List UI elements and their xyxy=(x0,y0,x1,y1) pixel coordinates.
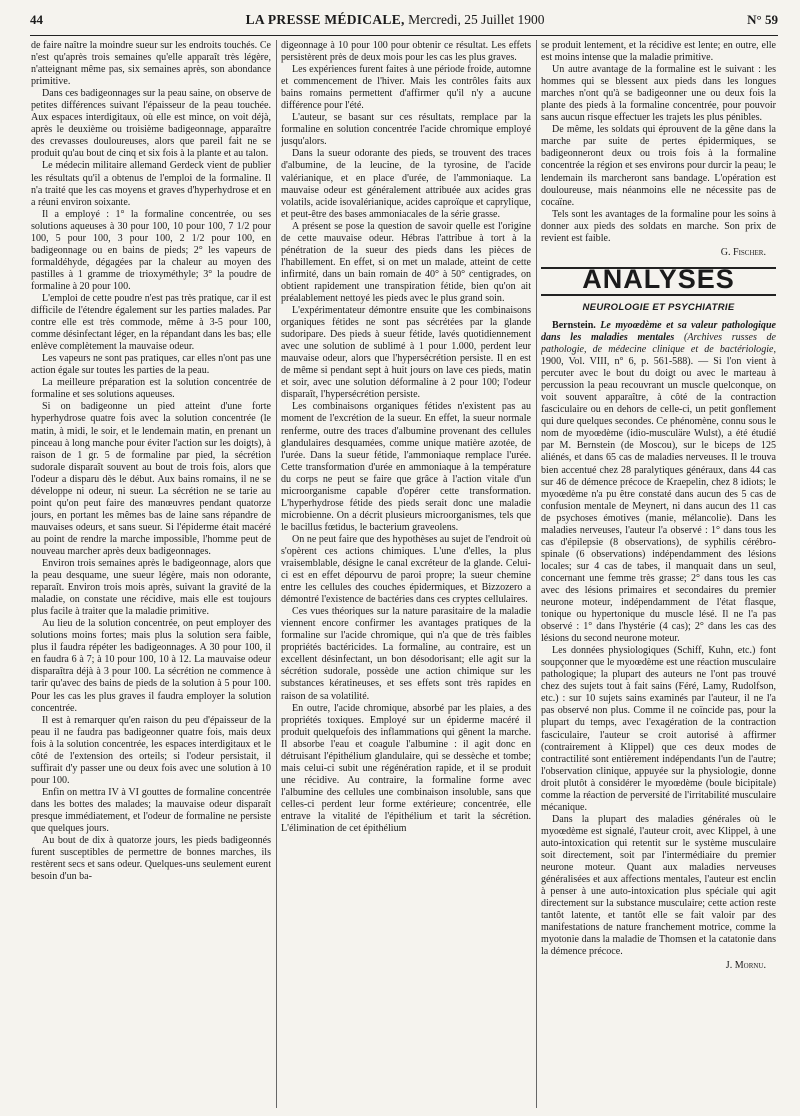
review-paragraph: Dans la plupart des maladies générales où le myoœdème est signalé, l'auteur croit, avec Klippel, à une auto-intoxication qui retentit sur le système musculaire soit directement, soit par l'intermédiaire du premier neurone moteur. Quant aux maladies nerveuses généralisées et aux affections mentales, l'auteur est enclin à penser à une auto-intoxication plus spéciale qui agit directement sur la substance musculaire; cette action reste tantôt latente, et tantôt elle se fait valoir par des manifestations de nature franchement motrice, comme la myotonie dans la maladie de Thomsen et la catatonie dans la démence précoce. xyxy=(541,813,776,958)
paragraph: de faire naître la moindre sueur sur les endroits touchés. Ce n'est qu'après trois semaines qu'elle apparaît très légère, n'atteignant même pas, six semaines après, son abondance primitive. xyxy=(31,40,271,88)
paragraph: On ne peut faire que des hypothèses au sujet de l'endroit où s'opèrent ces actions chimiques. L'une d'elles, la plus vraisemblable, désigne le canal excréteur de la glande. Celui-ci est en effet dépourvu de paroi propre; la sueur chemine entre les cellules des couches épidermiques, et Bizzozero a démontré l'existence de bactéries dans ces cryptes cellulaires. xyxy=(281,533,531,606)
paragraph: Enfin on mettra IV à VI gouttes de formaline concentrée dans les bottes des malades; la mauvaise odeur disparaît presque immédiatement, et l'odeur de formaline ne persiste que quelques jours. xyxy=(31,786,271,835)
paragraph: Les combinaisons organiques fétides n'existent pas au moment de l'excrétion de la sueur. En effet, la sueur normale renferme, outre des traces d'albumine provenant des cellules glandulaires desquamées, comme unique matière azotée, de l'urée. Dans la sueur fétide, l'ammoniaque remplace l'urée. Cette transformation d'urée en ammoniaque à la température du corps ne peut se faire que grâce à l'action vitale d'un microorganisme capable d'opérer cette transformation. L'hyperhydrose fétide des pieds serait donc une maladie microbienne. On a décrit plusieurs microorganismes, tels que le bacillus fœtidus, le bacterium graveolens. xyxy=(281,401,531,533)
paragraph: A présent se pose la question de savoir quelle est l'origine de cette mauvaise odeur. Hébras l'attribue à tort à la pénétration de la sueur des pieds dans les pièces de l'habillement. En effet, si on met un malade, atteint de cette infirmité, dans un bain romain de 40° à 50° centigrades, on obtient rapidement une transpiration fétide, bien qu'on ait préalablement nettoyé les pieds avec le plus grand soin. xyxy=(281,220,531,304)
paragraph: Dans ces badigeonnages sur la peau saine, on observe de petites différences suivant l'épaisseur de la peau touchée. Aux espaces interdigitaux, où elle est mince, on voit déjà, après le deuxième ou troisième badigeonnage, apparaître des crevasses douloureuses, alors que pareil fait ne se produit qu'au bout de cinq et six fois à la plante et au talon. xyxy=(31,88,271,160)
review-author: Bernstein. xyxy=(552,319,596,331)
paragraph: L'auteur, se basant sur ces résultats, remplace par la formaline en solution concentrée l'acide chromique employé jusqu'alors. xyxy=(281,112,531,148)
article-signature: G. Fischer. xyxy=(720,246,766,258)
paragraph: Si on badigeonne un pied atteint d'une forte hyperhydrose quatre fois avec la solution concentrée (le matin, à midi, le soir, et le lendemain matin, en prenant un pinceau à long manche pour éviter l'action sur les doigts), à raison de 1 gr. 5 de formaline par pied, la sécrétion sudorale disparaît souvent au bout de trois fois, alors que l'odeur a disparu dès le début. Aux bains romains, il ne se développe ni odeur, ni sueur. La sécrétion ne se tarie au point qu'on peut faire des manœuvres pendant quatorze jours, en portant les mêmes bas de laine sans répandre de mauvaises odeurs, et sans sueur. Si l'épiderme était macéré au point de rendre la marche impossible, l'homme peut de nouveau marcher après deux badigeonnages. xyxy=(31,401,271,557)
paragraph: Les expériences furent faites à une période froide, automne et commencement de l'hiver. Mais les contrôles faits aux bains romains permettent d'affirmer qu'il n'y a aucune différence pour l'été. xyxy=(281,64,531,112)
analyses-heading xyxy=(541,263,776,296)
review-reference: 1900, Vol. VIII, n° 6, p. 561-588). xyxy=(541,356,694,368)
paragraph: Le médecin militaire allemand Gerdeck vient de publier les résultats qu'il a obtenus de l'emploi de la formaline. Il n'a traité que les cas moyens et graves d'hyperhydrose et en a réuni environ soixante. xyxy=(31,160,271,208)
paragraph: Il est à remarquer qu'en raison du peu d'épaisseur de la peau il ne faudra pas badigeonner quatre fois, mais deux fois à la solution concentrée, les espaces interdigitaux et le côté de l'extension des orteils; si l'odeur persistait, il suffirait d'y passer une ou deux fois avec une solution à 10 pour 100. xyxy=(31,714,271,786)
journal-title: LA PRESSE MÉDICALE, xyxy=(245,12,405,27)
column-divider xyxy=(536,40,537,1108)
paragraph: De même, les soldats qui éprouvent de la gêne dans la marche par suite de pertes épidermiques, se badigeonneront deux ou trois fois à la formaline concentrée la région et ses environs pour durcir la peau; le lendemain ils marcheront sans bandage. L'opération est douloureuse, mais néanmoins elle ne nécessite pas de cocaïne. xyxy=(541,124,776,208)
paragraph: Tels sont les avantages de la formaline pour les soins à donner aux pieds des soldats en marche. Son prix de revient est faible. xyxy=(541,208,776,244)
paragraph: Il a employé : 1° la formaline concentrée, ou ses solutions aqueuses à 30 pour 100, 10 pour 100, 7 1/2 pour 100, 5 pour 100, 3 pour 100, 2 1/2 pour 100, en badigeonnage ou en bains de pieds; 2° les vapeurs de formaldéhyde, dégagées par la chaleur au moyen des pastilles à 1 gramme de trioxyméthyle; 3° la poudre de formaline à 20 pour 100. xyxy=(31,208,271,292)
paragraph: L'emploi de cette poudre n'est pas très pratique, car il est difficile de l'étendre également sur les parties malades. Par contre elle est très commode, même à 3-5 pour 100, comme désinfectant léger, en la répandant dans les bas; elle enlève complètement la mauvaise odeur. xyxy=(31,292,271,353)
review-paragraph xyxy=(541,320,776,645)
paragraph: Environ trois semaines après le badigeonnage, alors que la peau desquame, une sueur légère, mais non odorante, reparaît. Environ trois mois après, suivant la gravité de la maladie, on constate une récidive, mais elle est toujours plus facile à traiter que la maladie primitive. xyxy=(31,558,271,618)
analyses-title: ANALYSES xyxy=(582,263,735,294)
masthead xyxy=(246,12,545,28)
paragraph: se produit lentement, et la récidive est lente; en outre, elle est moins intense que la maladie primitive. xyxy=(541,40,776,64)
page-number: 44 xyxy=(30,12,43,27)
paragraph: L'expérimentateur démontre ensuite que les combinaisons organiques fétides ne sont pas sécrétées par la glande sudoripare. Des pieds à sueur fétide, lavés quotidiennement avec une solution de sublimé à 1 pour 1.000, perdent leur mauvaise odeur, alors que l'hypersécrétion persiste. Il en est de même si pendant sept à huit jours on lave ces pieds, matin et soir, avec une solution déformaline à 2 pour 100; l'odeur disparaît, l'hypersécrétion persiste. xyxy=(281,305,531,401)
paragraph: Ces vues théoriques sur la nature parasitaire de la maladie viennent encore confirmer les avantages pratiques de la formaline sur l'acide chromique, qui n'a que de très faibles propriétés bactéricides. La formaline, au contraire, est un excellent désinfectant, un bon désodorisant; elle agit sur la sécrétion sudorale, possède une action chimique sur les substances kératineuses, et ses effets sont très rapides en raison de sa volatilité. xyxy=(281,606,531,702)
column-3 xyxy=(541,40,776,1108)
paragraph: La meilleure préparation est la solution concentrée de formaline et ses solutions aqueuses. xyxy=(31,377,271,401)
review-text: — Si l'on vient à percuter avec le bout du doigt ou avec le marteau à percussion la peau recouvrant un muscle quelconque, on voit souvent apparaître, à côté de la contraction fasciculaire ou en dehors de celle-ci, un petit gonflement qui dure quelques secondes. Ce phénomène, connu sous le nom de myoœdème (idio-musculäre Wulst), a été étudié par M. Bernstein (de Moscou), sur le biceps de 125 aliénés, et dans 65 cas de maladies nerveuses. Il le trouva bien accentué chez 28 paralytiques généraux, dans 44 cas sur 46 de démence précoce de Kraepelin, chez 8 idiots; le myoœdème n'a pu être constaté dans aucun des 5 cas de confusion mentale de Meynert, ni dans aucun des 11 cas de psychoses émotives (manie, mélancolie). Dans les maladies nerveuses, l'auteur l'a observé : 1° dans tous les cas d'épilepsie (8 observations), de syphilis cérébro-spinale (6 observations) indépendamment des lésions locales; sur 4 cas de tabes, il manquait dans un seul, concernant une femme très grasse; 2° dans tous les cas avec des lésions primaires et secondaires du premier neurone moteur, indépendamment de l'état flasque, tonique ou hypertonique du muscle lésé. Il ne l'a pas observé : 1° dans l'hystérie (4 cas); 2° dans les cas des lésions du second neurone moteur. xyxy=(541,356,776,645)
paragraph: Dans la sueur odorante des pieds, se trouvent des traces d'albumine, de la leucine, de la tyrosine, de l'acide valérianique, et en place d'urée, de l'ammoniaque. La mauvaise odeur est généralement attribuée aux acides gras volatils, acide isovalérianique, acides caproïque et caprylique, et peut-être des bases ammoniacales de la série grasse. xyxy=(281,148,531,220)
review-source: (Archives russes de pathologie, de médecine clinique et de bactériologie, xyxy=(541,331,776,356)
page-header xyxy=(30,12,778,34)
paragraph: digeonnage à 10 pour 100 pour obtenir ce résultat. Les effets persistèrent près de deux mois pour les cas les plus graves. xyxy=(281,40,531,64)
column-1 xyxy=(31,40,271,1108)
review-signature: J. Mornu. xyxy=(725,960,766,972)
review-title: Le myoœdème et sa valeur pathologique dans les maladies mentales xyxy=(541,319,776,343)
header-rule xyxy=(30,35,778,36)
issue-number: N° 59 xyxy=(747,12,778,27)
paragraph: Au bout de dix à quatorze jours, les pieds badigeonnés furent susceptibles de permettre de bonnes marches, ils restèrent secs et sans odeur. Quelques-uns seulement eurent besoin d'un ba- xyxy=(31,835,271,883)
column-2 xyxy=(281,40,531,1108)
paragraph: Un autre avantage de la formaline est le suivant : les hommes qui se blessent aux pieds dans les longues marches n'ont qu'à se badigeonner une ou deux fois la plante des pieds à la formaline concentrée, pour pouvoir sans aucun risque effectuer les trajets les plus pénibles. xyxy=(541,64,776,124)
paragraph: Les vapeurs ne sont pas pratiques, car elles n'ont pas une action égale sur toutes les parties de la peau. xyxy=(31,353,271,377)
review-paragraph: Les données physiologiques (Schiff, Kuhn, etc.) font soupçonner que le myoœdème est une réaction musculaire pathologique; la plupart des auteurs ne l'ont pas trouvé chez des sujets tout à fait sains (Féré, Lamy, Rudolfson, etc.) : sur 10 sujets sains examinés par l'auteur, il ne l'a pas observé non plus. Comme il ne coïncide pas, pour la plupart du temps, avec l'exagération de la contraction fasciculaire, l'auteur se croit autorisé à affirmer (contrairement à Klippel) que ces deux modes de contractilité sont entièrement indépendants l'un de l'autre; l'observation clinique, appuyée sur la physiologie, donne droit plutôt à considérer le myoœdème (boule bicipitale) comme la réaction de perversité de l'irritabilité musculaire mécanique. xyxy=(541,645,776,813)
section-title: NEUROLOGIE ET PSYCHIATRIE xyxy=(582,301,735,313)
paragraph: Au lieu de la solution concentrée, on peut employer des solutions moins fortes; mais plus la solution sera faible, plus il faudra répéter les badigeonnages. A 30 pour 100, il en faudra 6 à 7; à 10 pour 100, 10 à 12. La mauvaise odeur disparaîtra déjà à 3 pour 100. La sécrétion ne commence à tarir qu'avec des bains de pieds de la solution à 5 pour 100. Pour les cas les plus graves il faudra employer la solution concentrée. xyxy=(31,618,271,714)
column-divider xyxy=(276,40,277,1108)
paragraph: En outre, l'acide chromique, absorbé par les plaies, a des propriétés toxiques. Employé sur un épiderme macéré il produit quelquefois des inflammations qui gênent la marche. Il absorbe l'eau et coagule l'albumine : il agit donc en détruisant l'épithélium glandulaire, qui se dessèche et tombe; mais celui-ci subit une régénération rapide, et il se produit une récidive. Au contraire, la formaline forme avec l'albumine des cellules une combinaison insoluble, sans que celles-ci perdent leur forme extérieure; concentrée, elle entrave la vitalité de l'épithélium et tarit la sécrétion. L'élimination de cet épithélium xyxy=(281,702,531,835)
issue-date: Mercredi, 25 Juillet 1900 xyxy=(408,12,545,27)
